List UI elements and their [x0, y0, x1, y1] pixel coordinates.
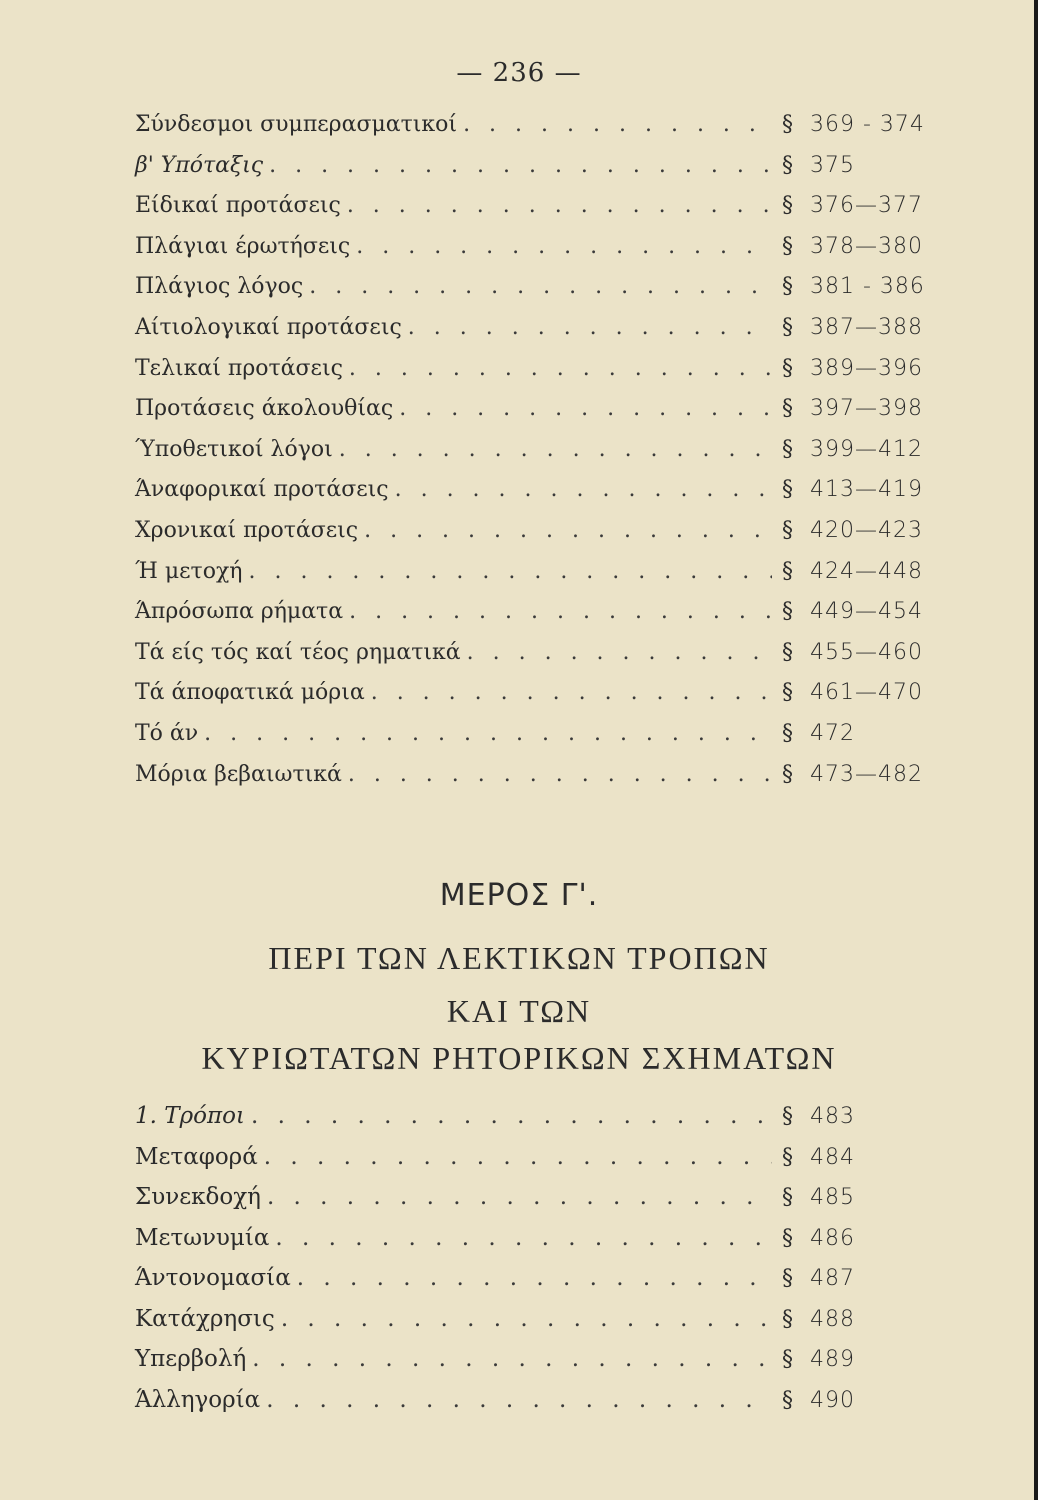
dot-leader: [297, 1265, 772, 1291]
toc-entry-range: 381 - 386: [810, 274, 925, 300]
section-sign: §: [782, 1387, 793, 1413]
toc-entry: [135, 153, 935, 194]
section-sign: §: [782, 558, 793, 584]
section-sign: §: [782, 1266, 793, 1291]
section-sign: §: [782, 639, 793, 665]
part-heading: ΜΕΡΟΣ Γ'.: [439, 878, 599, 913]
toc-entry-label: Μόρια βεβαιωτικά: [135, 761, 342, 787]
dot-leader: [267, 1184, 772, 1210]
toc-entry: [135, 518, 935, 559]
toc-entry-label: Τά είς τός καί τέος ρηματικά: [135, 639, 461, 665]
section-sign: §: [782, 680, 793, 706]
toc-entry: [135, 396, 935, 437]
toc-entry: [135, 315, 935, 356]
section-sign: §: [782, 720, 793, 746]
section-sign: §: [782, 1144, 793, 1170]
section-sign: §: [782, 436, 793, 462]
toc-entry-range: 485: [810, 1185, 855, 1210]
section-sign: §: [782, 1225, 793, 1251]
toc-entry-label: Ή μετοχή: [135, 558, 243, 584]
toc-entry-range: 461—470: [810, 680, 923, 706]
toc-entry-range: 455—460: [810, 639, 923, 665]
dot-leader: [339, 437, 772, 462]
dot-leader: [364, 518, 772, 543]
toc-top-list: [135, 112, 935, 802]
toc-entry-label: Χρονικαί προτάσεις: [135, 517, 359, 543]
toc-entry-label: Άντονομασία: [135, 1265, 291, 1291]
toc-entry: [135, 356, 935, 397]
section-sign: §: [782, 112, 793, 137]
toc-entry-range: 487: [810, 1266, 855, 1291]
toc-entry-range: 397—398: [810, 396, 923, 422]
toc-entry-label: Είδικαί προτάσεις: [135, 193, 341, 219]
toc-entry: [135, 1306, 935, 1347]
toc-entry-range: 399—412: [810, 436, 923, 462]
toc-entry-range: 424—448: [810, 558, 923, 584]
dot-leader: [399, 396, 772, 421]
toc-entry: [135, 559, 935, 600]
toc-entry-label: Άπρόσωπα ρήματα: [135, 599, 344, 625]
toc-entry: [135, 112, 935, 153]
toc-entry: [135, 1346, 935, 1387]
toc-entry: [135, 234, 935, 275]
part-title-line-3: ΚΥΡΙΩΤΑΤΩΝ ΡΗΤΟΡΙΚΩΝ ΣΧΗΜΑΤΩΝ: [201, 1040, 837, 1076]
toc-entry-range: 449—454: [810, 599, 923, 625]
section-sign: §: [782, 1104, 793, 1129]
section-sign: §: [782, 396, 793, 422]
dot-leader: [347, 193, 772, 218]
toc-entry: [135, 762, 935, 803]
part-title-line-2: ΚΑΙ ΤΩΝ: [446, 993, 592, 1029]
toc-bottom-list: [135, 1103, 935, 1427]
dot-leader: [463, 112, 772, 137]
section-sign: §: [782, 355, 793, 381]
toc-entry-label: Άλληγορία: [135, 1386, 261, 1413]
dot-leader: [356, 234, 772, 259]
dot-leader: [349, 356, 772, 381]
toc-entry-label: Προτάσεις άκολουθίας: [135, 396, 394, 422]
toc-entry-label: β' Υπόταξις: [135, 152, 264, 178]
toc-entry-label: Αίτιολογικαί προτάσεις: [135, 314, 402, 340]
toc-entry: [135, 1225, 935, 1266]
toc-entry-label: Υπερβολή: [135, 1346, 247, 1372]
toc-entry: [135, 477, 935, 518]
dot-leader: [248, 559, 772, 584]
toc-entry: [135, 437, 935, 478]
toc-entry: [135, 1144, 935, 1185]
dot-leader: [371, 680, 772, 705]
toc-entry: [135, 1265, 935, 1306]
dot-leader: [252, 1346, 772, 1372]
toc-entry-range: 488: [810, 1306, 855, 1332]
toc-entry-label: Άναφορικαί προτάσεις: [135, 477, 389, 503]
toc-entry-range: 483: [810, 1104, 855, 1129]
section-sign: §: [782, 193, 793, 219]
section-sign: §: [782, 1306, 793, 1332]
toc-entry-label: Τά άποφατικά μόρια: [135, 680, 365, 706]
dot-leader: [395, 477, 772, 502]
toc-entry-label: 1. Τρόποι: [135, 1103, 245, 1129]
toc-entry-range: 484: [810, 1144, 855, 1170]
toc-entry-label: Τό άν: [135, 720, 199, 746]
section-sign: §: [782, 517, 793, 543]
toc-entry-range: 375: [810, 152, 855, 178]
dot-leader: [309, 274, 772, 299]
toc-entry-range: 413—419: [810, 477, 923, 503]
toc-entry-label: Συνεκδοχή: [135, 1184, 261, 1210]
toc-entry: [135, 1387, 935, 1428]
toc-entry-range: 369 - 374: [810, 112, 925, 137]
toc-entry-range: 486: [810, 1225, 855, 1251]
page-number: — 236 —: [456, 58, 582, 88]
toc-entry-range: 389—396: [810, 355, 923, 381]
dot-leader: [269, 153, 772, 178]
toc-entry-label: Ύποθετικοί λόγοι: [135, 436, 333, 462]
part-title-line-1: ΠΕΡΙ ΤΩΝ ΛΕΚΤΙΚΩΝ ΤΡΟΠΩΝ: [268, 940, 770, 976]
dot-leader: [281, 1306, 772, 1332]
toc-entry-range: 420—423: [810, 517, 923, 543]
toc-entry: [135, 599, 935, 640]
toc-entry-range: 376—377: [810, 193, 923, 219]
toc-entry-range: 489: [810, 1347, 855, 1372]
toc-entry-label: Σύνδεσμοι συμπερασματικοί: [135, 112, 458, 137]
section-sign: §: [782, 599, 793, 625]
toc-entry: [135, 680, 935, 721]
dot-leader: [264, 1144, 772, 1170]
toc-entry-label: Πλάγιος λόγος: [135, 274, 304, 300]
toc-entry-range: 473—482: [810, 761, 923, 787]
dot-leader: [266, 1387, 772, 1413]
dot-leader: [467, 640, 772, 665]
toc-entry: [135, 193, 935, 234]
toc-entry-range: 472: [810, 720, 855, 746]
section-sign: §: [782, 1185, 793, 1210]
toc-entry-label: Πλάγιαι έρωτήσεις: [135, 233, 351, 259]
toc-entry: [135, 721, 935, 762]
toc-entry-range: 490: [810, 1387, 855, 1413]
dot-leader: [275, 1225, 772, 1251]
toc-entry-range: 387—388: [810, 314, 923, 340]
dot-leader: [408, 315, 772, 340]
toc-entry-label: Τελικαί προτάσεις: [135, 355, 343, 381]
page-edge: [1034, 0, 1038, 1500]
section-sign: §: [782, 274, 793, 300]
toc-entry-label: Μετωνυμία: [135, 1224, 270, 1251]
section-sign: §: [782, 314, 793, 340]
toc-entry-label: Μεταφορά: [135, 1143, 258, 1170]
section-sign: §: [782, 477, 793, 503]
section-sign: §: [782, 233, 793, 259]
section-sign: §: [782, 761, 793, 787]
dot-leader: [204, 721, 772, 746]
toc-entry: [135, 1103, 935, 1144]
dot-leader: [349, 599, 772, 624]
toc-entry: [135, 1184, 935, 1225]
section-sign: §: [782, 152, 793, 178]
section-sign: §: [782, 1347, 793, 1372]
toc-entry: [135, 640, 935, 681]
toc-entry-label: Κατάχρησις: [135, 1305, 275, 1332]
dot-leader: [251, 1103, 772, 1129]
dot-leader: [348, 762, 772, 787]
toc-entry: [135, 274, 935, 315]
toc-entry-range: 378—380: [810, 233, 923, 259]
